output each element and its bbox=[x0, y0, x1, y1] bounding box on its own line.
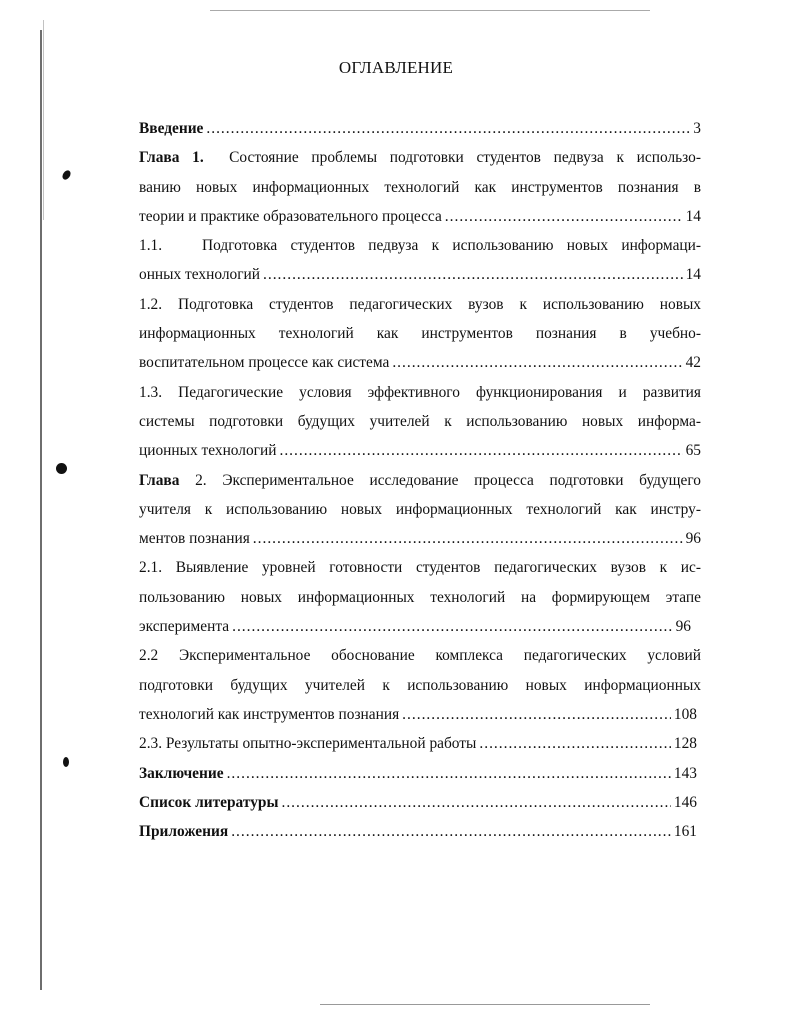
toc-entry-section-1-2[interactable] bbox=[139, 290, 701, 378]
toc-entry-chapter-2[interactable] bbox=[139, 466, 701, 554]
table-of-contents bbox=[139, 114, 701, 846]
toc-page-number: 108 bbox=[673, 705, 697, 723]
toc-entry-line: системы подготовки будущих учителей к использованию новых информа- bbox=[139, 412, 701, 430]
toc-entry-section-1-3[interactable] bbox=[139, 378, 701, 466]
scan-edge-top bbox=[210, 10, 650, 11]
leader-dots bbox=[479, 729, 671, 758]
toc-entry-line: Состояние проблемы подготовки студентов педвуза к использо- bbox=[229, 149, 701, 167]
toc-page-number: 65 bbox=[685, 442, 701, 460]
binding-hole-mark bbox=[56, 463, 67, 474]
toc-entry-section-2-1[interactable] bbox=[139, 553, 701, 641]
binding-hole-mark bbox=[61, 169, 72, 181]
toc-entry-section-2-3[interactable] bbox=[139, 729, 701, 758]
toc-page-number: 96 bbox=[685, 530, 701, 548]
toc-page-number: 161 bbox=[673, 823, 697, 841]
toc-entry-line: информационных технологий как инструментов познания в учебно- bbox=[139, 325, 701, 343]
toc-entry-line: теории и практике образовательного процесса bbox=[139, 207, 442, 225]
toc-entry-line: пользованию новых информационных технологий на формирующем этапе bbox=[139, 588, 701, 606]
toc-entry-line: 2.2 Экспериментальное обоснование комплекса педагогических условий bbox=[139, 647, 701, 665]
toc-page-number: 42 bbox=[685, 354, 701, 372]
toc-entry-label: Приложения bbox=[139, 823, 229, 841]
toc-entry-line: 1.3. Педагогические условия эффективного функционирования и развития bbox=[139, 383, 701, 401]
leader-dots bbox=[231, 817, 671, 846]
leader-dots bbox=[279, 436, 682, 465]
leader-dots bbox=[253, 524, 683, 553]
toc-entry-label: Введение bbox=[139, 120, 204, 137]
toc-entry-line: технологий как инструментов познания bbox=[139, 705, 400, 723]
toc-entry-bibliography[interactable] bbox=[139, 788, 701, 817]
toc-entry-section-2-2[interactable] bbox=[139, 641, 701, 729]
toc-page-number: 96 bbox=[675, 618, 691, 636]
toc-entry-line: 1.2. Подготовка студентов педагогических вузов к использованию новых bbox=[139, 295, 701, 313]
toc-entry-label: Глава 1. bbox=[139, 149, 204, 167]
toc-entry-section-1-1[interactable] bbox=[139, 231, 701, 290]
toc-entry-label: Заключение bbox=[139, 764, 224, 782]
toc-page-number: 14 bbox=[685, 266, 701, 284]
leader-dots bbox=[263, 260, 683, 289]
scan-edge-left-inner bbox=[43, 20, 44, 220]
toc-entry-line: ванию новых информационных технологий как инструментов познания в bbox=[139, 178, 701, 196]
leader-dots bbox=[232, 612, 673, 641]
toc-page-number: 14 bbox=[685, 207, 701, 225]
toc-entry-label: Глава bbox=[139, 471, 180, 489]
leader-dots bbox=[392, 348, 682, 377]
toc-page-number: 143 bbox=[673, 764, 697, 782]
toc-entry-line: 2.1. Выявление уровней готовности студентов педагогических вузов к ис- bbox=[139, 559, 701, 577]
leader-dots bbox=[445, 202, 683, 231]
toc-entry-line: 2. Экспериментальное исследование процесса подготовки будущего bbox=[195, 471, 701, 489]
toc-entry-introduction[interactable] bbox=[139, 114, 701, 143]
binding-hole-mark bbox=[63, 757, 69, 767]
scan-edge-bottom bbox=[320, 1004, 650, 1005]
toc-entry-line: учителя к использованию новых информационных технологий как инстру- bbox=[139, 500, 701, 518]
toc-entry-conclusion[interactable] bbox=[139, 759, 701, 788]
leader-dots bbox=[206, 114, 690, 143]
toc-entry-appendices[interactable] bbox=[139, 817, 701, 846]
toc-entry-line: онных технологий bbox=[139, 266, 260, 284]
toc-entry-label: Список литературы bbox=[139, 793, 279, 811]
toc-entry-line: ционных технологий bbox=[139, 442, 277, 460]
leader-dots bbox=[227, 759, 671, 788]
toc-entry-line: ментов познания bbox=[139, 530, 250, 548]
page-title: ОГЛАВЛЕНИЕ bbox=[338, 58, 454, 77]
toc-entry-line: подготовки будущих учителей к использованию новых информационных bbox=[139, 676, 701, 694]
toc-entry-line: 1.1. Подготовка студентов педвуза к использованию новых информаци- bbox=[139, 237, 701, 255]
toc-entry-chapter-1[interactable] bbox=[139, 143, 701, 231]
toc-entry-line: эксперимента bbox=[139, 618, 230, 636]
scan-edge-left bbox=[40, 30, 42, 990]
leader-dots bbox=[281, 788, 670, 817]
toc-page-number: 128 bbox=[673, 735, 697, 753]
toc-entry-line: 2.3. Результаты опытно-экспериментальной работы bbox=[139, 735, 477, 753]
toc-entry-line: воспитательном процессе как система bbox=[139, 354, 390, 372]
toc-page-number: 146 bbox=[673, 793, 697, 811]
toc-page-number: 3 bbox=[693, 120, 701, 137]
leader-dots bbox=[402, 700, 671, 729]
